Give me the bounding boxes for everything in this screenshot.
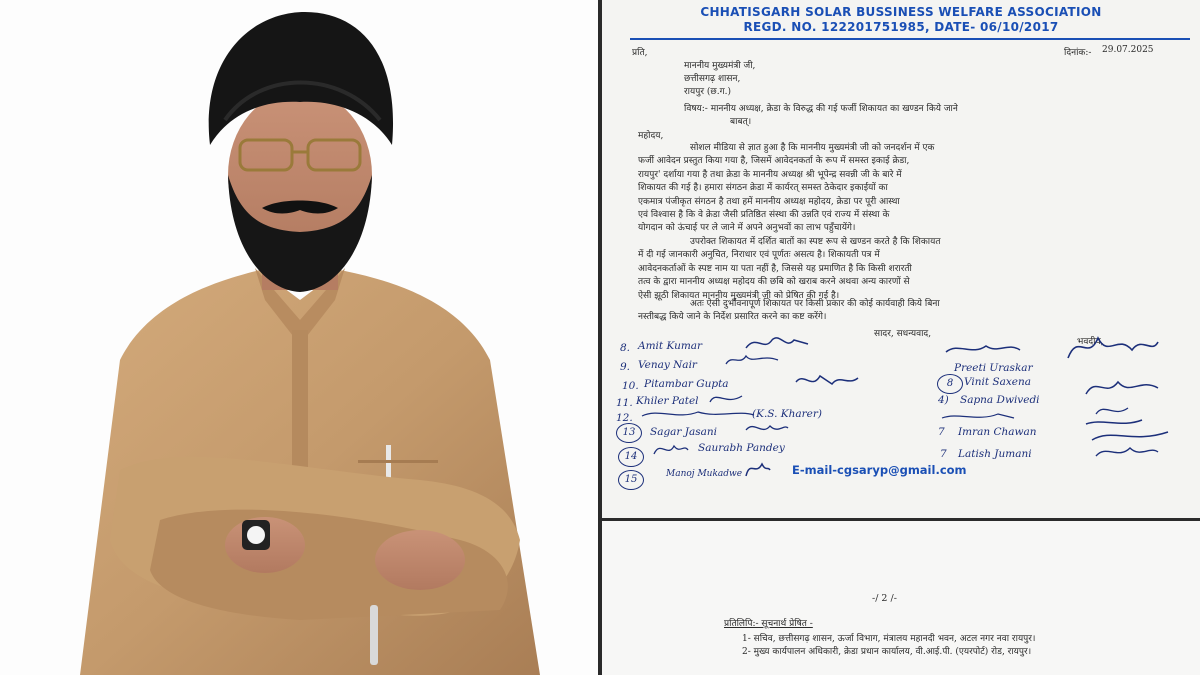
salutation: महोदय, xyxy=(638,131,664,141)
page-number: -/ 2 /- xyxy=(872,593,897,604)
signature-mark xyxy=(1062,328,1162,368)
subject-line-1: विषय:- माननीय अध्यक्ष, क्रेडा के विरुद्ध की गई फर्जी शिकायत का खण्डन किये जाने xyxy=(684,104,958,114)
signatory-num: 10. xyxy=(622,380,639,392)
signature-mark xyxy=(638,406,758,422)
letter-date: 29.07.2025 xyxy=(1102,45,1154,55)
signatory-num-circle: 15 xyxy=(618,470,644,490)
signatory-name: Imran Chawan xyxy=(958,426,1037,438)
email-address: cgsaryp@gmail.com xyxy=(837,463,967,477)
prati: प्रति, xyxy=(632,48,648,58)
signature-mark xyxy=(650,438,690,460)
addressee-line-2: छत्तीसगढ़ शासन, xyxy=(684,74,741,84)
signatory-num: 7 xyxy=(940,448,947,460)
letterhead-rule xyxy=(630,38,1190,40)
pratilipi-heading: प्रतिलिपि:- सूचनार्थ प्रेषित - xyxy=(724,619,813,629)
letter-page-2 xyxy=(602,518,1200,675)
para-1-line: फर्जी आवेदन प्रस्तुत किया गया है, जिसमें आवेदनकर्ता के रूप में समस्त इकाई क्रेडा, xyxy=(638,156,910,167)
para-3-line: अतः ऐसी दुर्भावनापूर्ण शिकायत पर किसी प्रकार की कोई कार्यवाही किये बिना xyxy=(690,299,940,309)
para-2-line: आवेदनकर्ताओं के स्पष्ट नाम या पता नहीं है, जिससे यह प्रमाणित है कि किसी शरारती xyxy=(638,263,912,274)
subject-line-2: बाबत्। xyxy=(730,117,752,127)
para-1-line: रायपुर' दर्शाया गया है तथा क्रेडा के माननीय अध्यक्ष श्री भूपेन्द्र सवन्नी जी के बारे में xyxy=(638,169,902,180)
para-2 xyxy=(638,236,1178,303)
para-1-line: एकमात्र पंजीकृत संगठन है तथा हमें माननीय अध्यक्ष महोदय, क्रेडा पर पूरी आस्था xyxy=(638,196,900,207)
signatory-num-circle: 8 xyxy=(937,374,963,394)
signatory-name: Saurabh Pandey xyxy=(698,442,785,454)
para-2-line: तत्व के द्वारा माननीय अध्यक्ष महोदय की छबि को खराब करने अथवा अन्य कारणों से xyxy=(638,277,910,288)
para-3-line: नस्तीबद्ध किये जाने के निर्देश प्रसारित करने का कष्ट करेंगे। xyxy=(638,312,827,323)
signatory-name: Vinit Saxena xyxy=(964,376,1032,388)
signatory-num-circle: 14 xyxy=(618,447,644,467)
signature-mark xyxy=(938,410,1018,424)
para-2-line: में दी गई जानकारी अनुचित, निराधार एवं पूर्णतः असत्य है। शिकायती पत्र में xyxy=(638,250,880,261)
bhavdiya: भवदीय, xyxy=(1077,337,1104,347)
letter-page-1 xyxy=(602,0,1200,520)
signatory-num: 12. xyxy=(616,412,633,424)
signature-mark xyxy=(1082,372,1162,402)
signatory-num: 8. xyxy=(620,342,631,354)
signatory-name: Khiler Patel xyxy=(636,395,699,407)
signatory-name: (K.S. Kharer) xyxy=(752,408,822,420)
letterhead-org-name: CHHATISGARH SOLAR BUSSINESS WELFARE ASSOCIATION xyxy=(700,5,1102,19)
signature-mark xyxy=(742,458,772,480)
signatory-num-circle: 13 xyxy=(616,423,642,443)
signatory-name: Venay Nair xyxy=(638,359,697,371)
para-1-line: योगदान को ऊंचाई पर ले जाने में अपने अनुभवों का लाभ पहुँचायेंगे। xyxy=(638,223,856,234)
signature-mark xyxy=(706,388,746,408)
para-1-line: सोशल मीडिया से ज्ञात हुआ है कि माननीय मुख्यमंत्री जी को जनदर्शन में एक xyxy=(690,143,935,153)
signatory-name: Latish Jumani xyxy=(958,448,1032,460)
signature-mark xyxy=(792,370,862,392)
cc-line-1: 1- सचिव, छत्तीसगढ़ शासन, ऊर्जा विभाग, मंत्रालय महानदी भवन, अटल नगर नवा रायपुर। xyxy=(742,634,1036,644)
date-label: दिनांक:- xyxy=(1064,48,1092,58)
signatory-name: Amit Kumar xyxy=(638,340,703,352)
signature-mark xyxy=(742,418,792,438)
letterhead-email-row xyxy=(792,463,967,477)
addressee-line-3: रायपुर (छ.ग.) xyxy=(684,87,732,97)
para-1-line: एवं विश्वास है कि वे क्रेडा जैसी प्रतिष्ठित संस्था की उन्नति एवं राज्य में संस्था के xyxy=(638,210,890,221)
closing: सादर, सधन्यवाद, xyxy=(874,329,932,339)
para-1-line: शिकायत की गई है। हमारा संगठन क्रेडा में कार्यरत् समस्त ठेकेदार इकाईयों का xyxy=(638,183,888,194)
signature-mark xyxy=(942,338,1022,362)
para-3 xyxy=(638,298,1178,325)
signatory-num: 9. xyxy=(620,361,631,373)
para-1 xyxy=(638,142,1178,236)
signatory-name: Manoj Mukadwe xyxy=(666,469,743,479)
para-2-line: ऐसी झूठी शिकायत माननीय मुख्यमंत्री जी को प्रेषित की गई है। xyxy=(638,290,840,301)
signatory-num: 11. xyxy=(616,397,633,409)
signature-mark xyxy=(722,350,782,370)
signatory-num: 4) xyxy=(938,394,949,406)
signature-mark xyxy=(1092,440,1162,464)
para-2-line: उपरोक्त शिकायत में दर्शित बातों का स्पष्ट रूप से खण्डन करते है कि शिकायत xyxy=(690,237,941,247)
signatory-name: Pitambar Gupta xyxy=(644,378,729,390)
letterhead-regd: REGD. NO. 122201751985, DATE- 06/10/2017 xyxy=(743,20,1059,34)
signatory-name: Sagar Jasani xyxy=(650,426,718,438)
addressee-line-1: माननीय मुख्यमंत्री जी, xyxy=(684,61,756,71)
signatory-name: Sapna Dwivedi xyxy=(960,394,1040,406)
signatory-num: 7 xyxy=(938,426,945,438)
signatory-name: Preeti Uraskar xyxy=(954,362,1033,374)
email-label: E-mail- xyxy=(792,463,838,477)
cc-line-2: 2- मुख्य कार्यपालन अधिकारी, क्रेडा प्रधान कार्यालय, वी.आई.पी. (एयरपोर्ट) रोड, रायपुर। xyxy=(742,647,1032,657)
